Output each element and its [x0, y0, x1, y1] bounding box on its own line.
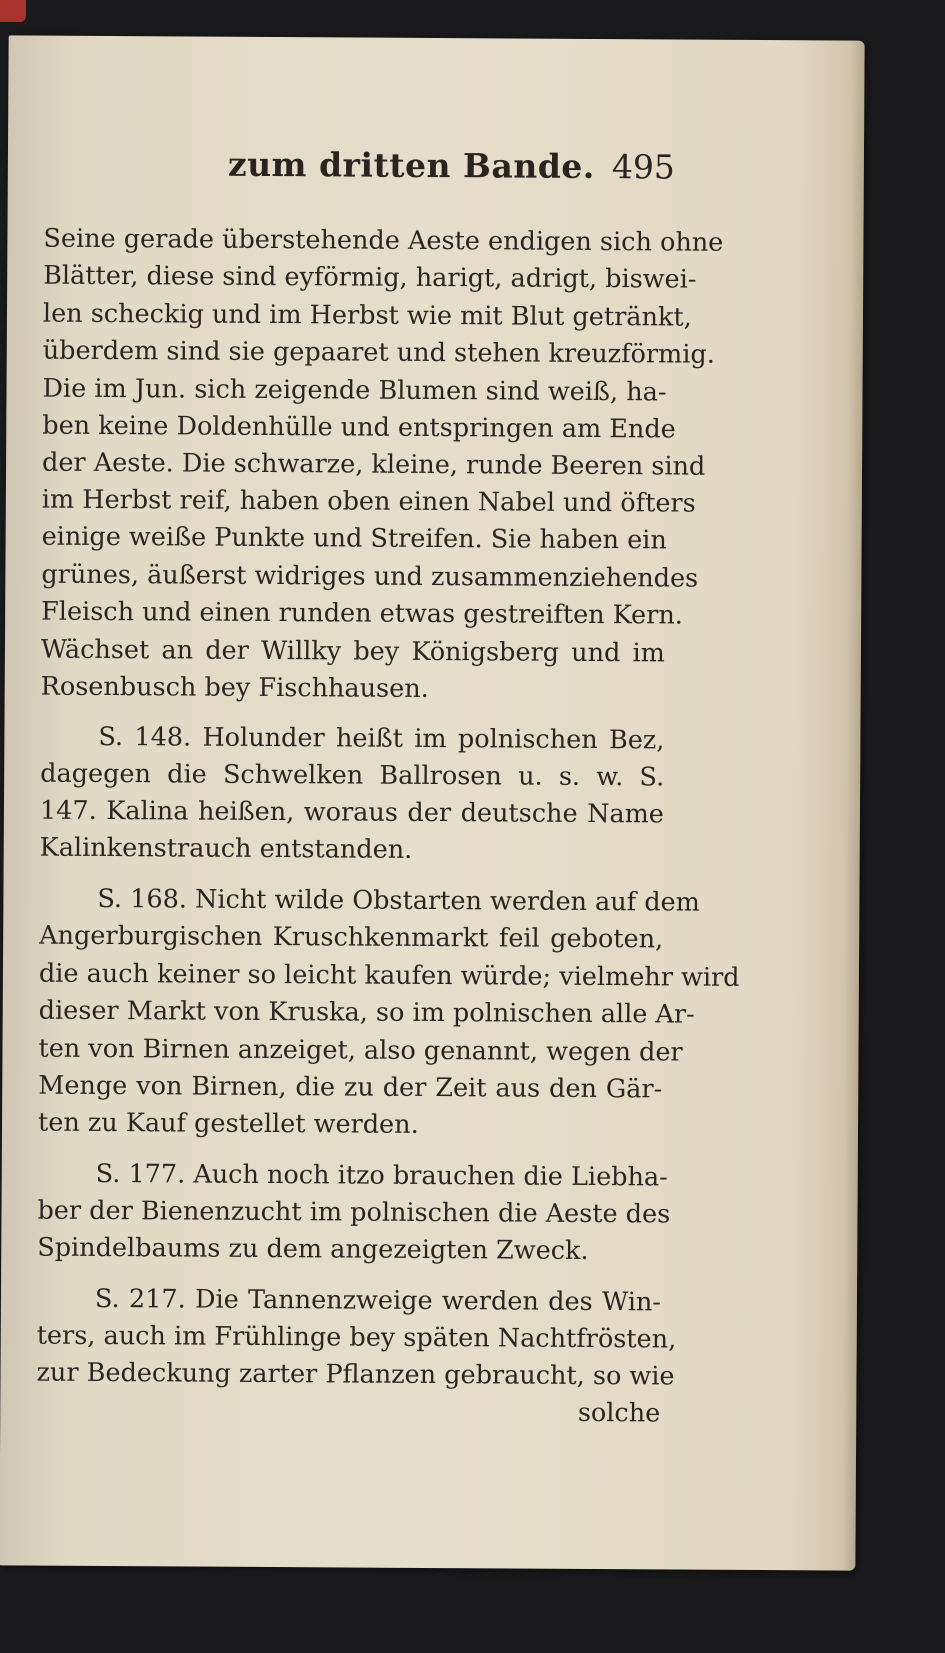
text-line: S. 148. Holunder heißt im polnischen Bez,	[98, 721, 665, 756]
book-page	[0, 35, 865, 1570]
page-edge-shadow	[841, 41, 864, 1571]
text-line: Spindelbaums zu dem angezeigten Zweck.	[37, 1232, 589, 1266]
text-line: grünes, äußerst widriges und zusammenziehendes	[41, 559, 699, 594]
text-line: einige weiße Punkte und Streifen. Sie haben ein	[41, 521, 667, 556]
text-line: Seine gerade überstehende Aeste endigen sich ohne	[43, 223, 724, 258]
text-line: Fleisch und einen runden etwas gestreiften Kern.	[41, 596, 684, 631]
text-line: S. 168. Nicht wilde Obstarten werden auf dem	[97, 883, 700, 918]
text-line: Die im Jun. sich zeigende Blumen sind weiß, ha-	[42, 373, 667, 408]
text-line: im Herbst reif, haben oben einen Nabel und öfters	[41, 484, 696, 519]
text-line: überdem sind sie gepaaret und stehen kreuzförmig.	[42, 335, 715, 370]
text-line: Angerburgischen Kruschkenmarkt feil geboten,	[39, 920, 664, 955]
page-number: 495	[611, 147, 676, 187]
running-title: zum dritten Bande.	[227, 144, 595, 186]
text-line: Kalinkenstrauch entstanden.	[39, 832, 413, 865]
page-marker-tab	[0, 0, 26, 22]
text-line: ben keine Doldenhülle und entspringen am Ende	[42, 410, 676, 445]
text-line: Menge von Birnen, die zu der Zeit aus den Gär-	[38, 1070, 663, 1105]
text-line: dagegen die Schwelken Ballrosen u. s. w. S.	[40, 758, 665, 793]
text-line: ten zu Kauf gestellet werden.	[37, 1107, 419, 1140]
text-line: Blätter, diese sind eyförmig, harigt, adrigt, biswei-	[43, 260, 697, 295]
text-line: die auch keiner so leicht kaufen würde; vielmehr wird	[38, 958, 740, 993]
text-line: Rosenbusch bey Fischhausen.	[40, 671, 429, 704]
catchword: solche	[577, 1397, 661, 1429]
text-line: 147. Kalina heißen, woraus der deutsche Name	[39, 795, 665, 830]
text-line: dieser Markt von Kruska, so im polnischen alle Ar-	[38, 995, 695, 1030]
text-line: ten von Birnen anzeiget, also genannt, wegen der	[38, 1033, 683, 1068]
text-line: len scheckig und im Herbst wie mit Blut getränkt,	[42, 298, 692, 333]
text-line: Wächset an der Willky bey Königsberg und im	[40, 634, 666, 669]
text-line: zur Bedeckung zarter Pflanzen gebraucht, so wie	[36, 1357, 675, 1392]
text-line: ters, auch im Frühlinge bey späten Nachtfrösten,	[36, 1320, 677, 1355]
text-line: der Aeste. Die schwarze, kleine, runde Beeren sind	[41, 447, 706, 482]
text-line: ber der Bienenzucht im polnischen die Aeste des	[37, 1195, 671, 1230]
text-line: S. 217. Die Tannenzweige werden des Win-	[94, 1283, 662, 1318]
text-line: S. 177. Auch noch itzo brauchen die Liebha-	[95, 1158, 668, 1193]
